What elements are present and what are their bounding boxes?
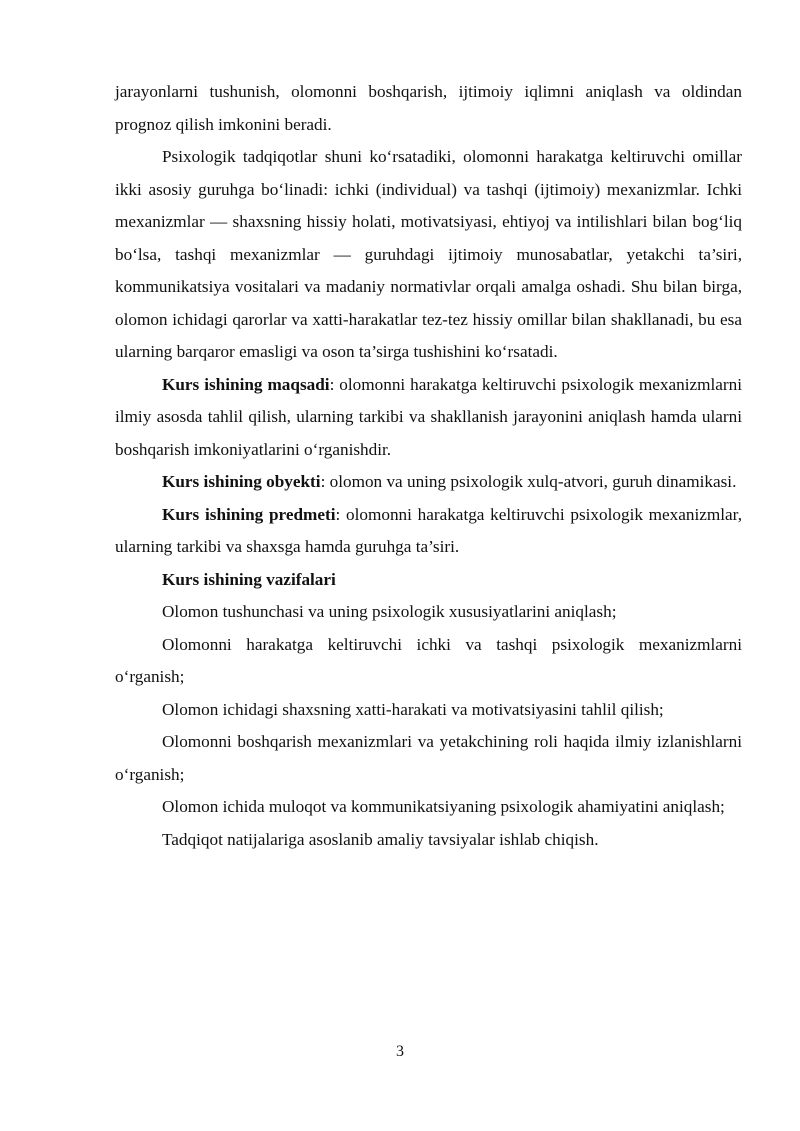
goal-text: : olomonni harakatga keltiruvchi psixologik mexanizmlarni ilmiy asosda tahlil qilish, ularning tarkibi va shakllanish jarayonini aniqlash hamda ularni boshqarish imkoniyatlarini o‘rganishdir. <box>115 374 742 459</box>
page-number: 3 <box>396 1043 404 1060</box>
task-item: Tadqiqot natijalariga asoslanib amaliy tavsiyalar ishlab chiqish. <box>162 829 599 849</box>
paragraph-goal <box>115 369 742 467</box>
paragraph-object <box>115 466 742 499</box>
task-item: Olomon ichida muloqot va kommunikatsiyaning psixologik ahamiyatini aniqlash; <box>162 797 725 816</box>
subject-label: Kurs ishining predmeti <box>162 504 336 524</box>
object-text: : olomon va uning psixologik xulq-atvori, guruh dinamikasi. <box>320 472 737 491</box>
goal-label: Kurs ishining maqsadi <box>162 374 330 394</box>
task-item: Olomonni boshqarish mexanizmlari va yetakchining roli haqida ilmiy izlanishlarni o‘rganish; <box>115 732 742 784</box>
task-item: Olomon tushunchasi va uning psixologik xususiyatlarini aniqlash; <box>162 602 617 621</box>
document-body <box>115 76 742 856</box>
paragraph-subject <box>115 499 742 564</box>
paragraph-intro-continuation: jarayonlarni tushunish, olomonni boshqarish, ijtimoiy iqlimni aniqlash va oldindan prognoz qilish imkonini beradi. <box>115 82 742 134</box>
tasks-heading: Kurs ishining vazifalari <box>162 569 336 589</box>
task-item: Olomon ichidagi shaxsning xatti-harakati va motivatsiyasini tahlil qilish; <box>162 699 664 719</box>
task-item: Olomonni harakatga keltiruvchi ichki va tashqi psixologik mexanizmlarni o‘rganish; <box>115 634 742 686</box>
subject-text: : olomonni harakatga keltiruvchi psixologik mexanizmlar, ularning tarkibi va shaxsga hamda guruhga ta’siri. <box>115 504 742 556</box>
paragraph-psychological-research: Psixologik tadqiqotlar shuni ko‘rsatadiki, olomonni harakatga keltiruvchi omillar ikki asosiy guruhga bo‘linadi: ichki (individual) va tashqi (ijtimoiy) mexanizmlar. Ichki mexanizmlar — shaxsning hissiy holati, motivatsiyasi, ehtiyoj va intilishlari bilan bog‘liq bo‘lsa, tashqi mexanizmlar — guruhdagi ijtimoiy munosabatlar, yetakchi ta’siri, kommunikatsiya vositalari va madaniy normativlar orqali amalga oshadi. Shu bilan birga, olomon ichidagi qarorlar va xatti-harakatlar tez-tez hissiy omillar bilan shakllanadi, bu esa ularning barqaror emasligi va oson ta’sirga tushishini ko‘rsatadi. <box>115 147 742 361</box>
object-label: Kurs ishining obyekti <box>162 472 321 491</box>
